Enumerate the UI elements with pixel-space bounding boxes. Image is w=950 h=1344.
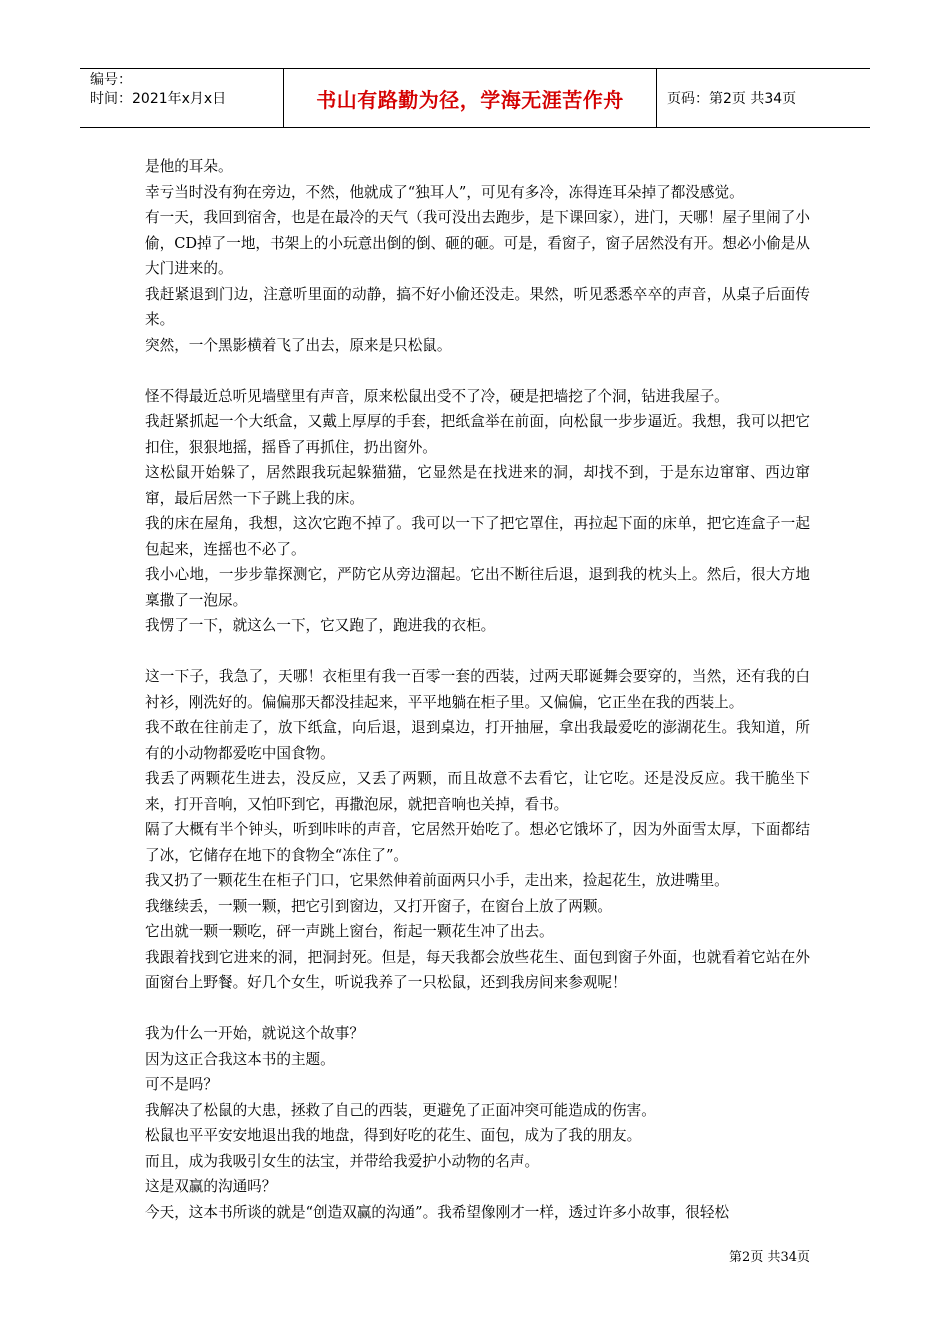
paragraph: 我为什么一开始，就说这个故事？ [145, 1025, 364, 1042]
paragraph: 突然，一个黑影横着飞了出去，原来是只松鼠。 [145, 336, 452, 354]
paragraph: 我丢了两颗花生进去，没反应，又丢了两颗，而且故意不去看它，让它吃。还是没反应。我干脆坐下来，打开音响，又怕吓到它，再撒泡尿，就把音响也关掉，看书。 [145, 770, 810, 813]
paragraph: 有一天，我回到宿舍，也是在最冷的天气（我可没出去跑步，是下课回家），进门，天哪！屋子里闹了小偷，CD掉了一地，书架上的小玩意出倒的倒、砸的砸。可是，看窗子，窗子居然没有开。想必小偷是从大门进来的。 [145, 209, 810, 277]
paragraph: 因为这正合我这本书的主题。 [145, 1050, 335, 1068]
paragraph: 怪不得最近总听见墙壁里有声音，原来松鼠出受不了冷，硬是把墙挖了个洞，钻进我屋子。 [145, 387, 729, 405]
paragraph: 我跟着找到它进来的洞，把洞封死。但是，每天我都会放些花生、面包到窗子外面，也就看着它站在外面窗台上野餐。好几个女生，听说我养了一只松鼠，还到我房间来参观呢！ [145, 948, 810, 991]
paragraph: 我小心地，一步步靠探测它，严防它从旁边溜起。它出不断往后退，退到我的枕头上。然后，很大方地稟撒了一泡尿。 [145, 566, 810, 609]
paragraph: 这松鼠开始躲了，居然跟我玩起躲猫猫，它显然是在找进来的洞，却找不到，于是东边窜窜、西边窜窜，最后居然一下子跳上我的床。 [145, 464, 810, 507]
paragraph: 隔了大概有半个钟头，听到咔咔的声音，它居然开始吃了。想必它饿坏了，因为外面雪太厚，下面都结了冰，它储存在地下的食物全“冻住了”。 [145, 821, 810, 864]
motto-text: 书山有路勤为径，学海无涯苦作舟 [316, 87, 624, 112]
header-motto-cell [283, 69, 657, 127]
page-code: 页码：第2页 共34页 [667, 91, 797, 107]
paragraph: 松鼠也平平安安地退出我的地盘，得到好吃的花生、面包，成为了我的朋友。 [145, 1127, 642, 1144]
paragraph: 今天，这本书所谈的就是“创造双赢的沟通”。我希望像刚才一样，透过许多小故事，很轻松 [145, 1203, 730, 1221]
footer-page-number: 第2页 共34页 [729, 1250, 810, 1265]
document-body [145, 154, 810, 1225]
paragraph: 而且，成为我吸引女生的法宝，并带给我爱护小动物的名声。 [145, 1152, 540, 1170]
paragraph: 这是双赢的沟通吗？ [145, 1178, 277, 1195]
paragraph: 它出就一颗一颗吃，砰一声跳上窗台，衔起一颗花生冲了出去。 [145, 923, 554, 940]
time-label: 时间：2021年x月x日 [90, 91, 227, 107]
paragraph-gap [145, 996, 810, 1022]
paragraph: 我不敢在往前走了，放下纸盒，向后退，退到桌边，打开抽屉，拿出我最爱吃的澎湖花生。我知道，所有的小动物都爱吃中国食物。 [145, 719, 810, 762]
paragraph: 我又扔了一颗花生在柜子门口，它果然伸着前面两只小手，走出来，捡起花生，放进嘴里。 [145, 872, 729, 889]
paragraph: 我的床在屋角，我想，这次它跑不掉了。我可以一下了把它罩住，再拉起下面的床单，把它连盒子一起包起来，连摇也不必了。 [145, 515, 810, 558]
paragraph: 幸亏当时没有狗在旁边，不然，他就成了“独耳人”，可见有多冷，冻得连耳朵掉了都没感觉。 [145, 183, 744, 201]
paragraph: 我解决了松鼠的大患，拯救了自己的西装，更避免了正面冲突可能造成的伤害。 [145, 1101, 656, 1119]
header-meta [80, 69, 283, 127]
header-page-cell [657, 69, 870, 127]
page-header [80, 68, 870, 128]
paragraph: 我愣了一下，就这么一下，它又跑了，跑进我的衣柜。 [145, 617, 496, 634]
paragraph: 可不是吗？ [145, 1076, 218, 1093]
paragraph: 这一下子，我急了，天哪！衣柜里有我一百零一套的西装，过两天耶诞舞会要穿的，当然，还有我的白衬衫，刚洗好的。偏偏那天都没挂起来，平平地躺在柜子里。又偏偏，它正坐在我的西装上。 [145, 668, 810, 711]
page-footer [729, 1246, 810, 1265]
paragraph: 我继续丢，一颗一颗，把它引到窗边，又打开窗子，在窗台上放了两颗。 [145, 897, 613, 915]
paragraph-gap [145, 358, 810, 384]
paragraph: 我赶紧抓起一个大纸盒，又戴上厚厚的手套，把纸盒举在前面，向松鼠一步步逼近。我想，我可以把它扣住，狠狠地摇，摇昏了再抓住，扔出窗外。 [145, 413, 810, 456]
paragraph: 是他的耳朵。 [145, 158, 233, 175]
paragraph-gap [145, 639, 810, 665]
paragraph: 我赶紧退到门边，注意听里面的动静，搞不好小偷还没走。果然，听见悉悉卒卒的声音，从桌子后面传来。 [145, 285, 810, 328]
number-label: 编号： [90, 72, 132, 88]
